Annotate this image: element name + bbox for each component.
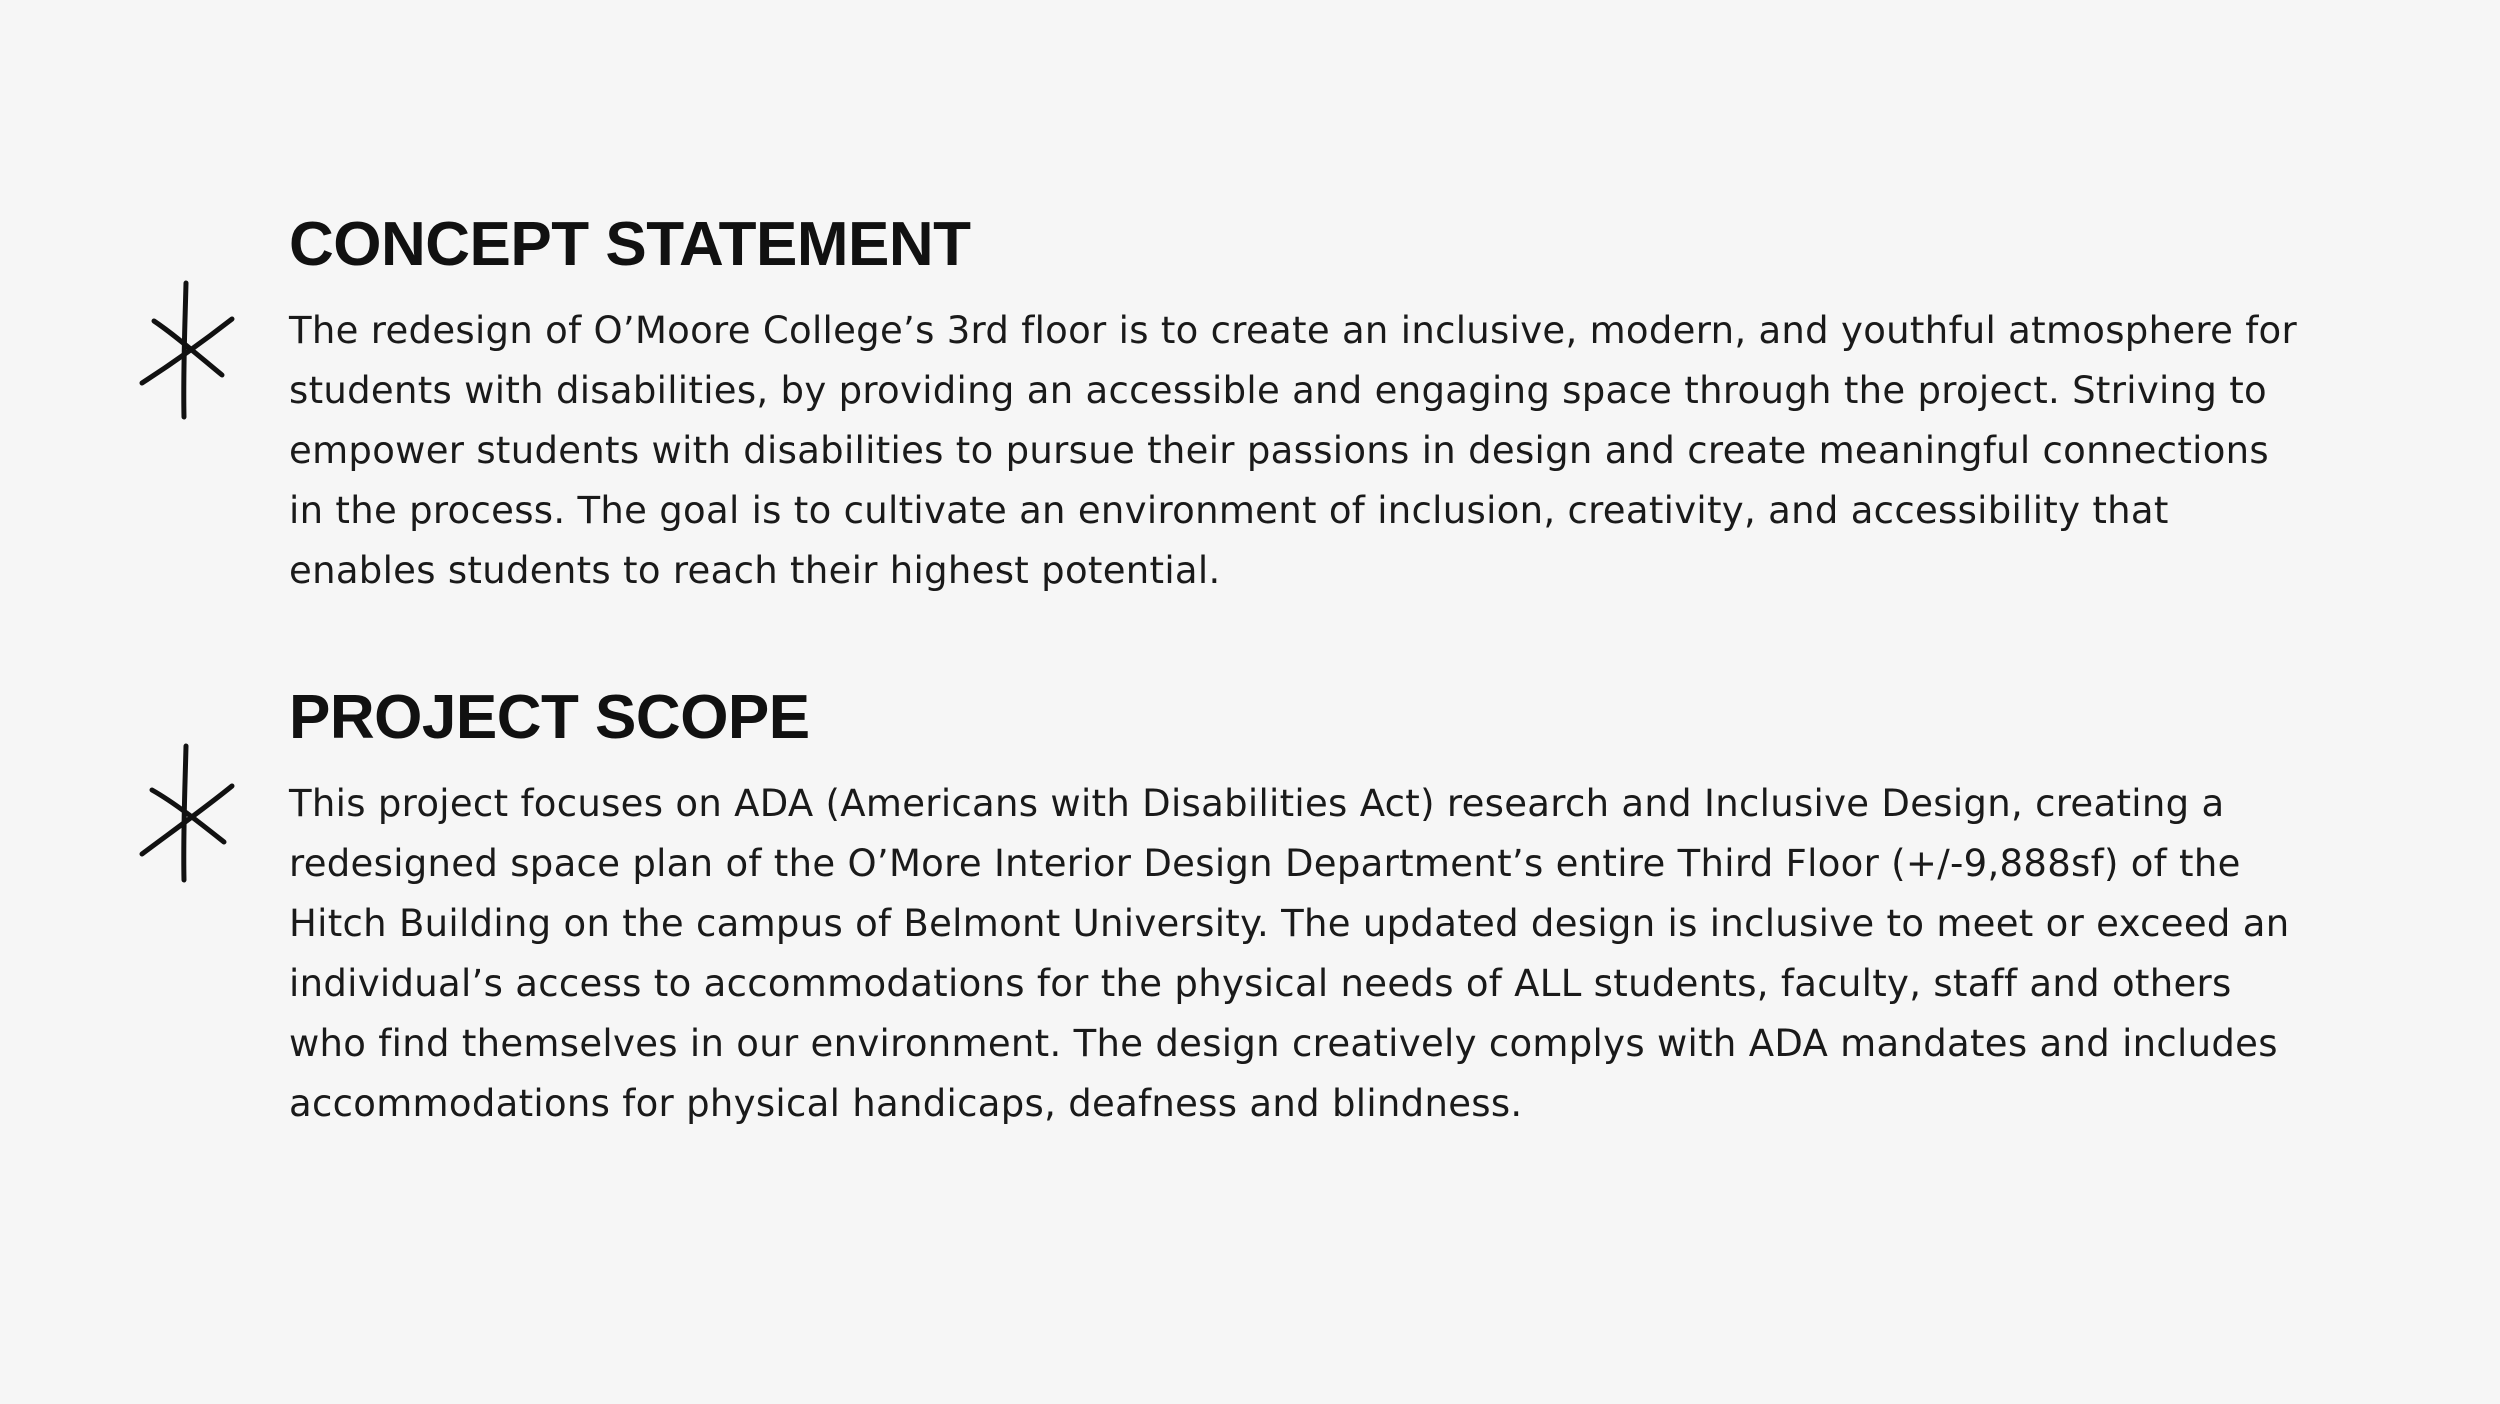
asterisk-star-icon [130, 275, 240, 425]
asterisk-star-icon [130, 738, 240, 888]
concept-statement-body: The redesign of O’Moore College’s 3rd floor is to create an inclusive, modern, and youthful atmosphere for students with disabilities, by providing an accessible and engaging space through the project. Striving to empower students with disabilities to pursue their passions in design and create meaningful connections in the process. The goal is to cultivate an environment of inclusion, creativity, and accessibility that enables students to reach their highest potential. [289, 309, 2298, 592]
concept-statement-title: CONCEPT STATEMENT [289, 210, 971, 279]
project-scope-title: PROJECT SCOPE [289, 683, 810, 752]
project-scope-body: This project focuses on ADA (Americans with Disabilities Act) research and Inclusive Design, creating a redesigned space plan of the O’More Interior Design Department’s entire Third Floor (+/-9,888sf) of the Hitch Building on the campus of Belmont University. The updated design is inclusive to meet or exceed an individual’s access to accommodations for the physical needs of ALL students, faculty, staff and others who find themselves in our environment. The design creatively complys with ADA mandates and includes accommodations for physical handicaps, deafness and blindness. [289, 782, 2290, 1125]
